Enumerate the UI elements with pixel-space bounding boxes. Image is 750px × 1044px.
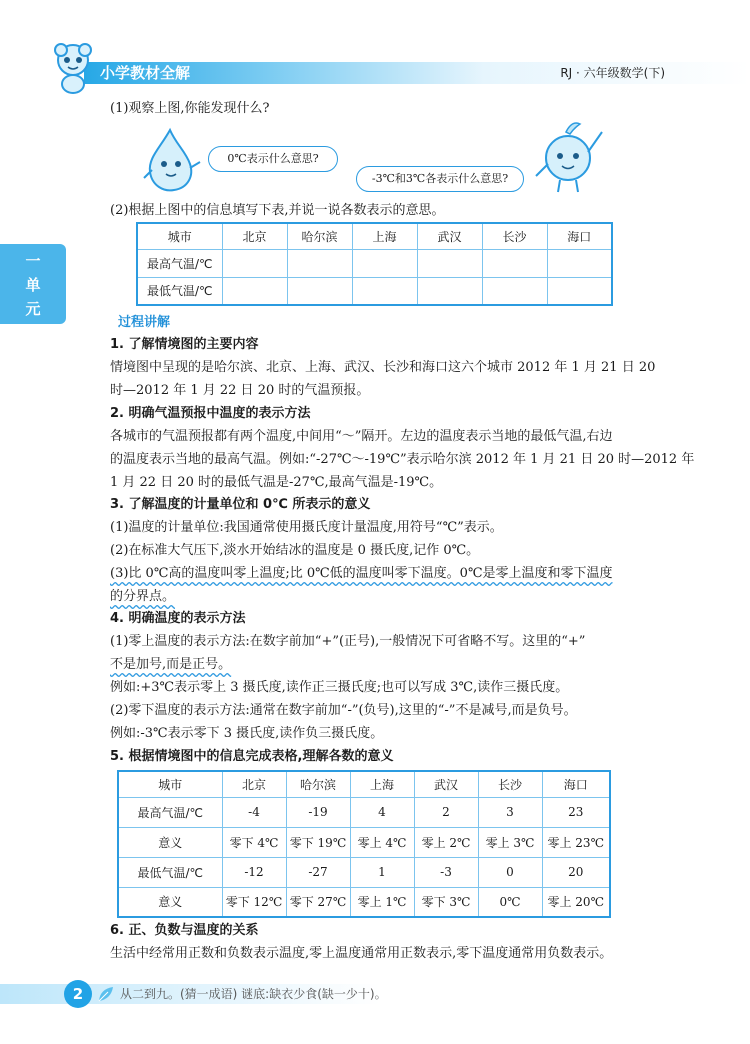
table-cell: 0℃: [478, 887, 542, 917]
table-row: [118, 797, 610, 827]
table-cell: 零上 20℃: [542, 887, 610, 917]
row-label: 最低气温/℃: [137, 277, 222, 305]
table-header-cell: 武汉: [414, 771, 478, 797]
table-cell: 零上 23℃: [542, 827, 610, 857]
blank-cell: [287, 277, 352, 305]
table-header-cell: 上海: [352, 223, 417, 249]
table-cell: 2: [414, 797, 478, 827]
table-header-row: [137, 223, 612, 249]
table-row: [118, 887, 610, 917]
table-cell: 零上 1℃: [350, 887, 414, 917]
paragraph-line: 例如:+3℃表示零上 3 摄氏度,读作正三摄氏度;也可以写成 3℃,读作三摄氏度。: [110, 680, 569, 695]
table-cell: 零上 3℃: [478, 827, 542, 857]
table-cell: 零下 3℃: [414, 887, 478, 917]
book-label: RJ · 六年级数学(下): [560, 66, 665, 80]
blank-cell: [352, 249, 417, 277]
paragraph-line: (2)在标准大气压下,淡水开始结冰的温度是 0 摄氏度,记作 0℃。: [110, 543, 480, 558]
section-2-title: 2. 明确气温预报中温度的表示方法: [110, 406, 311, 421]
leaf-icon: [96, 984, 116, 1004]
speech-bubble-left: 0℃表示什么意思?: [208, 146, 338, 172]
table-header-cell: 长沙: [482, 223, 547, 249]
table-header-cell: 北京: [222, 223, 287, 249]
table-row: [118, 857, 610, 887]
table-cell: 零上 2℃: [414, 827, 478, 857]
paragraph-line: 各城市的气温预报都有两个温度,中间用“～”隔开。左边的温度表示当地的最低气温,右边: [110, 429, 613, 444]
section-5-title: 5. 根据情境图中的信息完成表格,理解各数的意义: [110, 749, 394, 764]
filled-temperature-table: [117, 770, 611, 918]
table-cell: 23: [542, 797, 610, 827]
key-point-line: 不是加号,而是正号。: [110, 657, 232, 672]
blank-cell: [222, 249, 287, 277]
question-2: (2)根据上图中的信息填写下表,并说一说各数表示的意思。: [110, 203, 445, 218]
table-header-cell: 长沙: [478, 771, 542, 797]
key-point-line: (3)比 0℃高的温度叫零上温度;比 0℃低的温度叫零下温度。0℃是零上温度和零下温度: [110, 566, 613, 581]
paragraph-line: (1)温度的计量单位:我国通常使用摄氏度计量温度,用符号“℃”表示。: [110, 520, 503, 535]
water-droplet-character-icon: [140, 126, 204, 194]
table-header-cell: 武汉: [417, 223, 482, 249]
footer-riddle: 从二到九。(猜一成语) 谜底:缺衣少食(缺一少十)。: [120, 987, 387, 1001]
table-cell: 零下 27℃: [286, 887, 350, 917]
table-header-cell: 北京: [222, 771, 286, 797]
paragraph-line: 生活中经常用正数和负数表示温度,零上温度通常用正数表示,零下温度通常用负数表示。: [110, 946, 613, 961]
table-cell: 零下 19℃: [286, 827, 350, 857]
table-cell: 3: [478, 797, 542, 827]
paragraph-line: 例如:-3℃表示零下 3 摄氏度,读作负三摄氏度。: [110, 726, 384, 741]
table-header-cell: 海口: [542, 771, 610, 797]
row-label: 意义: [118, 887, 222, 917]
paragraph-line: 时—2012 年 1 月 22 日 20 时的气温预报。: [110, 383, 370, 398]
table-cell: -12: [222, 857, 286, 887]
table-row: [137, 249, 612, 277]
blank-cell: [417, 277, 482, 305]
page-number: 2: [64, 980, 92, 1008]
paragraph-line: (1)零上温度的表示方法:在数字前加“+”(正号),一般情况下可省略不写。这里的“+”: [110, 634, 586, 649]
blank-cell: [352, 277, 417, 305]
row-label: 意义: [118, 827, 222, 857]
table-cell: 零下 12℃: [222, 887, 286, 917]
blank-cell: [417, 249, 482, 277]
side-tab-char: 元: [25, 300, 41, 318]
section-3-title: 3. 了解温度的计量单位和 0℃ 所表示的意义: [110, 497, 371, 512]
question-1: (1)观察上图,你能发现什么?: [110, 101, 270, 116]
paragraph-line: 情境图中呈现的是哈尔滨、北京、上海、武汉、长沙和海口这六个城市 2012 年 1 月 21 日 20: [110, 360, 656, 375]
table-header-cell: 城市: [137, 223, 222, 249]
side-tab-char: 单: [25, 276, 41, 294]
table-row: [118, 827, 610, 857]
blank-cell: [482, 277, 547, 305]
table-cell: -4: [222, 797, 286, 827]
table-header-cell: 哈尔滨: [287, 223, 352, 249]
blank-cell: [222, 277, 287, 305]
section-4-title: 4. 明确温度的表示方法: [110, 611, 246, 626]
table-header-cell: 城市: [118, 771, 222, 797]
blank-cell: [482, 249, 547, 277]
blank-cell: [287, 249, 352, 277]
table-cell: 零上 4℃: [350, 827, 414, 857]
table-header-row: [118, 771, 610, 797]
table-cell: 20: [542, 857, 610, 887]
table-cell: -27: [286, 857, 350, 887]
apple-character-icon: [528, 118, 608, 196]
blank-cell: [547, 277, 612, 305]
table-header-cell: 哈尔滨: [286, 771, 350, 797]
row-label: 最低气温/℃: [118, 857, 222, 887]
table-row: [137, 277, 612, 305]
side-tab-char: 一: [25, 252, 41, 270]
section-1-title: 1. 了解情境图的主要内容: [110, 337, 259, 352]
paragraph-line: 的温度表示当地的最高气温。例如:“-27℃～-19℃”表示哈尔滨 2012 年 1 月 21 日 20 时—2012 年: [110, 452, 695, 467]
table-cell: -3: [414, 857, 478, 887]
explain-title: 过程讲解: [118, 315, 171, 330]
table-cell: 1: [350, 857, 414, 887]
speech-bubble-right: -3℃和3℃各表示什么意思?: [356, 166, 524, 192]
paragraph-line: (2)零下温度的表示方法:通常在数字前加“-”(负号),这里的“-”不是减号,而是负号。: [110, 703, 577, 718]
series-title: 小学教材全解: [100, 64, 191, 82]
table-cell: 0: [478, 857, 542, 887]
table-header-cell: 海口: [547, 223, 612, 249]
section-6-title: 6. 正、负数与温度的关系: [110, 923, 259, 938]
blank-cell: [547, 249, 612, 277]
table-cell: 4: [350, 797, 414, 827]
table-cell: -19: [286, 797, 350, 827]
row-label: 最高气温/℃: [137, 249, 222, 277]
paragraph-line: 1 月 22 日 20 时的最低气温是-27℃,最高气温是-19℃。: [110, 475, 443, 490]
blank-temperature-table: [136, 222, 613, 306]
key-point-line: 的分界点。: [110, 589, 176, 604]
row-label: 最高气温/℃: [118, 797, 222, 827]
mascot-icon: [44, 38, 102, 96]
table-cell: 零下 4℃: [222, 827, 286, 857]
unit-side-tab: [0, 244, 66, 324]
table-header-cell: 上海: [350, 771, 414, 797]
